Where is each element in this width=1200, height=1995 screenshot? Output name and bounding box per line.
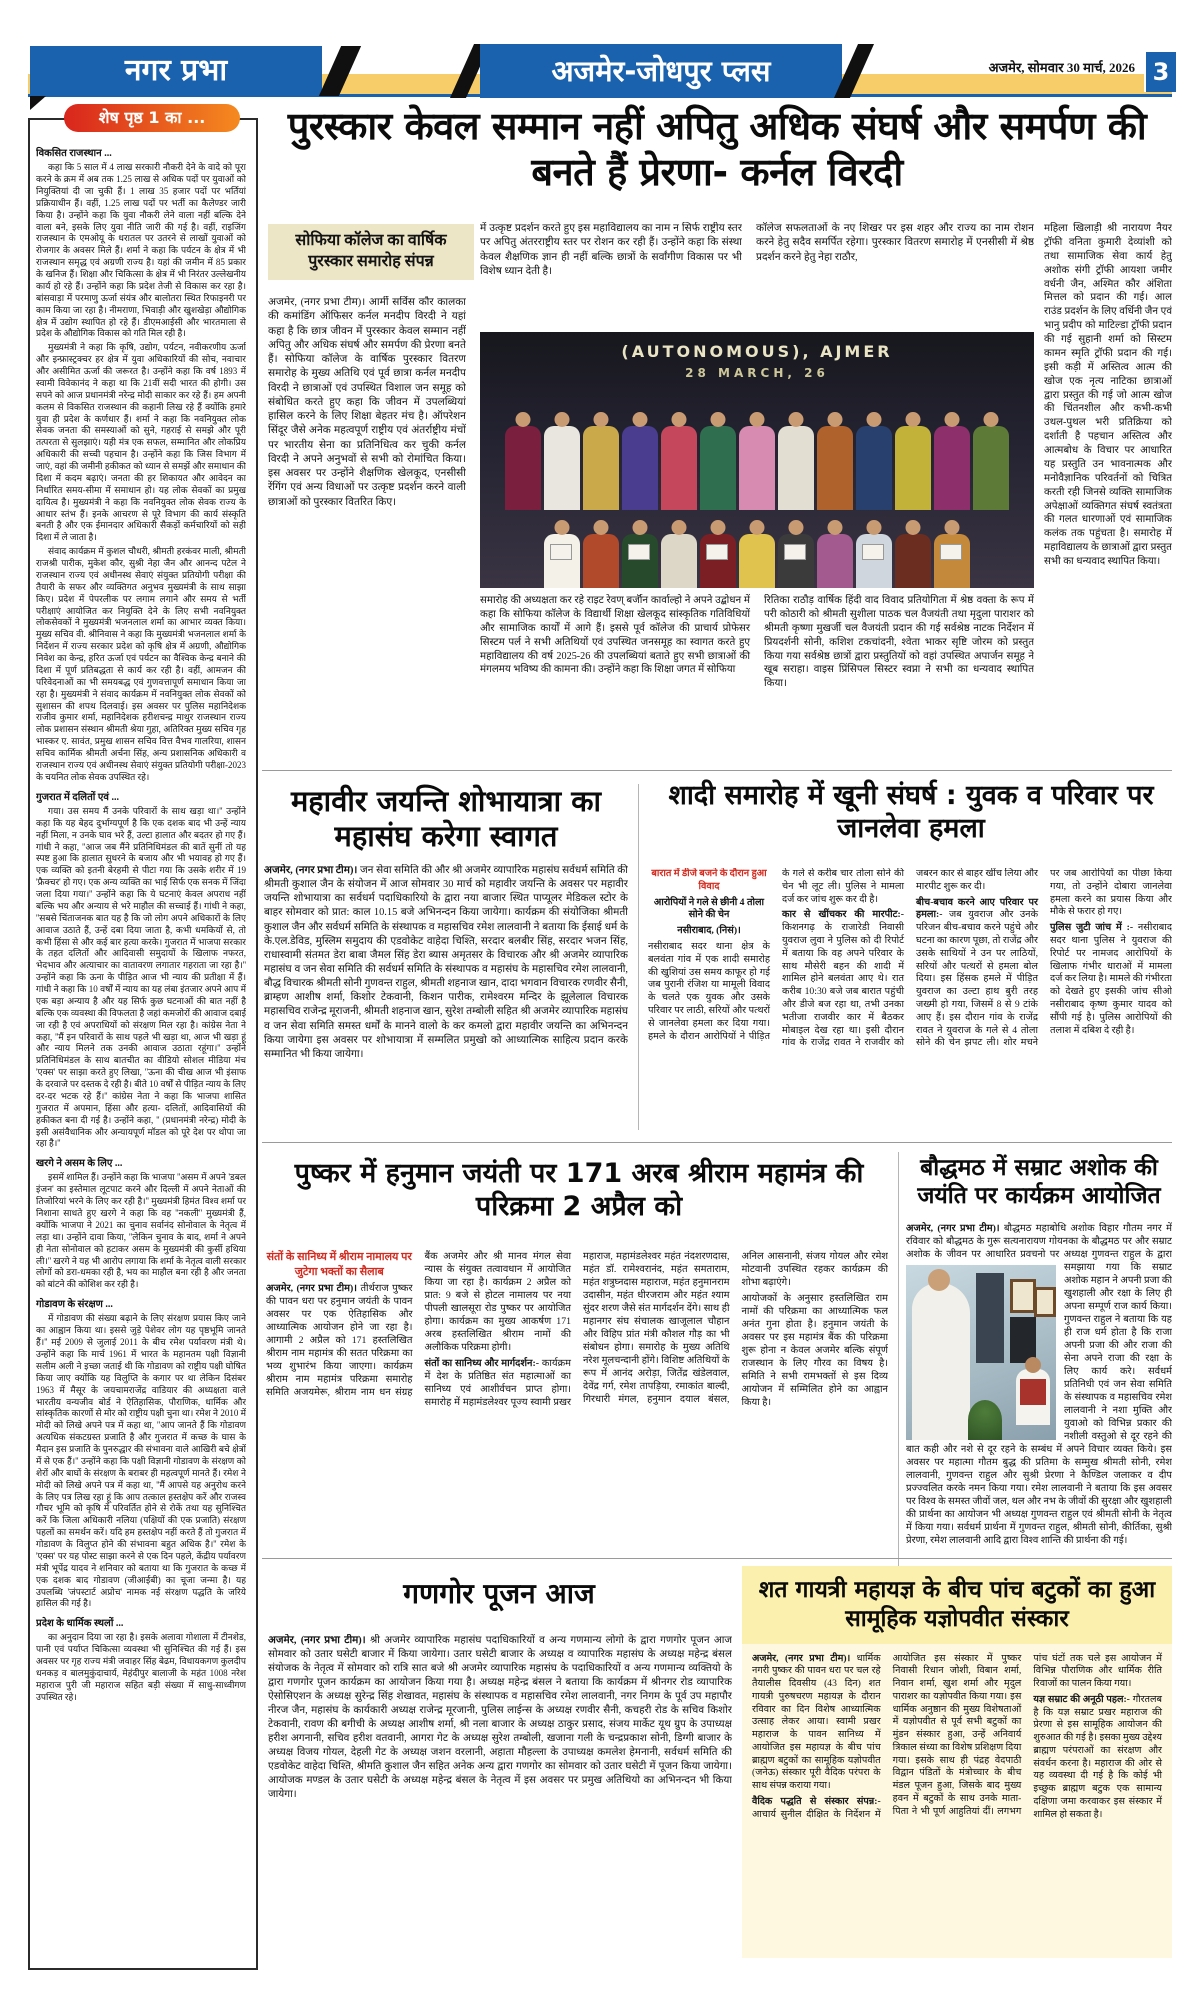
photo-person [622, 426, 658, 510]
continuation-body [36, 140, 246, 1958]
pushkar-headline: पुष्कर में हनुमान जयंती पर 171 अरब श्रीराम महामंत्र की परिक्रमा 2 अप्रैल को [294, 1158, 864, 1222]
photo-person [895, 426, 931, 510]
photo-back-row [480, 426, 1034, 510]
bauddh-dateline: अजमेर, (नगर प्रभा टीम)। [906, 1223, 1000, 1234]
photo-plant [968, 1400, 1002, 1440]
gayatri-headline: शत गायत्री महायज्ञ के बीच पांच बटुकों का हुआ सामूहिक यज्ञोपवीत संस्कार [742, 1566, 1172, 1644]
cont-heading-3: खरगे ने असम के लिए ... [36, 1158, 123, 1170]
pushkar-subhead: संतों का सानिध्य और मार्गदर्शन:- [424, 1358, 539, 1370]
shaadi-red-subhead: बारात में डीजे बजने के दौरान हुआ विवाद [651, 868, 767, 892]
gayatri-article [742, 1566, 1172, 1958]
gayatri-subhead-2: यज्ञ सम्राट की अनूठी पहल:- [1033, 1693, 1130, 1705]
mahavir-headline: महावीर जयन्ति शोभायात्रा का महासंघ करेगा स्वागत [290, 784, 602, 853]
photo-person [739, 426, 775, 510]
paper-name: नगर प्रभा [30, 46, 322, 96]
lead-left-column: अजमेर, (नगर प्रभा टीम)। आर्मी सर्विस कौर कालका की कमांडिंग ऑफिसर कर्नल मनदीप विरदी ने यहां कहा है कि छात्र जीवन में पुरस्कार केवल सम्मान नहीं अपितु और अधिक संघर्ष और समर्पण की प्रेरणा बनते हैं। सोफिया कॉलेज के वार्षिक पुरस्कार वितरण समारोह के मुख्य अतिथि एवं पूर्व छात्रा कर्नल मनदीप विरदी ने छात्राओं एवं उपस्थित विशाल जन समूह को संबोधित करते हुए कहा कि जीवन में उपलब्धियां हासिल करने के लिए शिक्षा बेहतर मंच है। ऑपरेशन सिंदूर जैसे अनेक महत्वपूर्ण राष्ट्रीय एवं अंतर्राष्ट्रीय मंचों पर भारतीय सेना का प्रतिनिधित्व कर चुकी कर्नल विरदी ने अपने अनुभवों से सभी को रोमांचित किया। इस अवसर पर उन्होंने शैक्षणिक खेलकूद, एनसीसी रेंगिंग एवं अन्य विधाओं पर उत्कृष्ट प्रदर्शन करने वाली छात्राओं को पुरस्कार वितरित किए। [268, 297, 466, 508]
photo-front-row [480, 534, 1034, 588]
pushkar-columns [266, 1250, 888, 1550]
edition-title: अजमेर-जोधपुर प्लस [480, 44, 842, 98]
shaadi-para-4: नसीराबाद सदर थाना पुलिस ने युवराज की रिपोर्ट पर नामजद आरोपियों के खिलाफ गंभीर धाराओं में मामला दर्ज कर लिया है। मामले की गंभीरता को देखते हुए इसकी जांच सीओ नसीराबाद कृष्ण कुमार यादव को सौंपी गई है। पुलिस आरोपियों की तलाश में दबिश दे रही है। [1050, 922, 1172, 1036]
photo-person [661, 426, 697, 510]
photo-person [583, 534, 619, 588]
section-rule [262, 1558, 1172, 1559]
shaadi-headline: शादी समारोह में खूनी संघर्ष : युवक व परिवार पर जानलेवा हमला [668, 780, 1154, 844]
photo-person [778, 534, 814, 588]
shaadi-para-3: जब युवराज और उनके परिजन बीच-बचाव करने पहुंचे और घटना का कारण पूछा, तो राजेंद्र और उसके साथियों ने उन पर लाठियों, सरियों और पत्थरों से हमला बोल दिया। इस हिंसक हमले में पीड़ित युवराज का उल्टा हाथ बुरी तरह जख्मी हो गया, जिसमें 8 से 9 टांके आए हैं। इस दौरान गांव के राजेंद्र रावत ने युवराज के गले से 4 तोला सोने की चेन झपट ली। शोर मचने पर जब आरोपियों का पीछा किया गया, तो उन्होंने दोबारा जानलेवा हमला करने का प्रयास किया और मौके से फरार हो गए। [916, 868, 1172, 1049]
photo-person [817, 426, 853, 510]
pushkar-dateline: अजमेर, (नगर प्रभा टीम)। [266, 1283, 357, 1295]
cont-heading-1: विकसित राजस्थान ... [36, 148, 112, 159]
lead-below-photo-columns [480, 594, 1034, 762]
mahavir-body [264, 864, 628, 1130]
lead-kicker: सोफिया कॉलेज का वार्षिक पुरस्कार समारोह संपन्न [268, 224, 474, 280]
photo-person [895, 534, 931, 588]
mahavir-text: जन सेवा समिति की और श्री अजमेर व्यापारिक महासंघ सर्वधर्म समिति की श्रीमती कुशाल जैन के संयोजन में आज सोमवार 30 मार्च को महावीर जयन्ति के अवसर पर महावीर जयन्ति शोभायात्रा का सर्वधर्म पदाधिकारियो के द्वारा नया बाजार स्थित पाप्यूलर मेडिकल स्टोर के बाहर सोमवार को प्रात: काल 10.15 बजे अभिनन्दन किया जायेगा। कार्यक्रम की संयोजिका श्रीमती कुशाल जैन और सर्वधर्म समिति के संस्थापक व महासचिव रमेश लालवानी ने बताया कि ईसाई धर्म के के.एल.डेविड, मुस्लिम समुदाय की एडवोकेट वाहेदा चिश्ति, सरदार बलबीर सिंह, सरदार भजन सिंह, राधास्वामी संतमत डेरा बाबा जैमल सिंह डेरा ब्यास अमृतसर के विचारक और श्री अजमेर व्यापारिक महासंघ व जन सेवा समिति की सर्वधर्म समिति के संस्थापक व महासंघ के महासचिव रमेश लालवानी, बौद्ध विचारक श्रीमती सोनी गुणवन्त राहुल, श्रीमती शहनाज खान, दादा भगवान विचारक रणवीर सैनी, ब्राम्हण आशीष शर्मा, किशोर टेकवानी, किशन पारीक, रामेश्वरम मन्दिर के झूलेलाल विचारक महासचिव राजेन्द्र मूराजनी, श्रीमती शहनाज खान, सुरेश तम्बोली सहित श्री अजमेर व्यापारिक महासंघ व जन सेवा समिति समस्त धर्मों के मानने वालो के कर कमलो द्वारा महावीर जयन्ति का अभिनन्दन किया जायेगा इस अवसर पर शोभायात्रा में सम्मलित प्रमुखो को आध्यात्मिक साहित्य प्रदान करके सम्मानित भी किया जायेगा। [264, 865, 628, 1060]
photo-person [700, 426, 736, 510]
cont-para: इसमें शामिल हैं। उन्होंने कहा कि भाजपा ''असम में अपने 'डबल इंजन' का इस्तेमाल लूटपाट करने और दिल्ली में अपने नेताओं की तिजोरियां भरने के लिए कर रही है।'' मुख्यमंत्री हिमंत विश्व शर्मा पर निशाना साधते हुए खरगे ने कहा कि वह ''नकली'' मुख्यमंत्री हैं, क्योंकि भाजपा ने 2021 का चुनाव सर्वानंद सोनोवाल के नेतृत्व में लड़ा था। उन्होंने दावा किया, ''लेकिन चुनाव के बाद, शर्मा ने अपने ही नेता सोनोवाल को हटाकर असम के मुख्यमंत्री की कुर्सी हथिया ली।'' खरगे ने यह भी आरोप लगाया कि शर्मा के नेतृत्व वाली सरकार लोगों को डरा-धमका रही है, भय का माहौल बना रही है और जनता को बांटने की कोशिश कर रही है। [36, 1172, 246, 1290]
section-rule [262, 770, 1172, 771]
gayatri-para-3: गौरतलब है कि यज्ञ सम्राट प्रखर महाराज की प्रेरणा से इस सामूहिक आयोजन की शुरुआत की गई है। इसका मुख्य उद्देश्य ब्राह्मण परंपराओं का संरक्षण और संवर्धन करना है। महाराज की ओर से यह व्यवस्था दी गई है कि कोई भी इच्छुक ब्राह्मण बटुक एक सामान्य दक्षिणा जमा करवाकर इस संस्कार में शामिल हो सकता है। [1033, 1693, 1162, 1820]
cont-para: का अनुदान दिया जा रहा है। इसके अलावा गोशाला में टीनशेड, पानी एवं पर्याप्त चिकित्सा व्यवस्था भी सुनिश्चित की गई हैं। इस अवसर पर गृह राज्य मंत्री जवाहर सिंह बेढम, विधायकगण कुलदीप धनकड़ व बालमुकुंदाचार्य, मेहंदीपुर बालाजी के महंत 1008 नरेश महाराज पुरी जी महाराज सहित बड़ी संख्या में साधु-साध्वीगण उपस्थित रहे। [36, 1632, 246, 1702]
photo-seated-man [1016, 1369, 1050, 1425]
photo-person [934, 426, 970, 510]
photo-person [934, 534, 970, 588]
mahavir-dateline: अजमेर, (नगर प्रभा टीम)। [264, 865, 358, 876]
gayatri-para-1: धार्मिक नगरी पुष्कर की पावन धरा पर चल रहे तैयालीस दिवसीय (43 दिन) शत गायत्री पुरुषचरण महायज्ञ के दौरान रविवार का दिन विशेष आध्यात्मिक उत्साह लेकर आया। स्वामी प्रखर महाराज के पावन सानिध्य में आयोजित इस महायज्ञ के बीच पांच ब्राह्मण बटुकों का सामूहिक यज्ञोपवीत (जनेऊ) संस्कार पूरी वैदिक परंपरा के साथ संपन्न कराया गया। [752, 1652, 881, 1791]
cont-para: मुख्यमंत्री ने कहा कि कृषि, उद्योग, पर्यटन, नवीकरणीय ऊर्जा और इन्फ्रास्ट्रक्चर हर क्षेत्र में युवा अधिकारियों की सोच, नवाचार और असीमित ऊर्जा की जरूरत है। उन्होंने कहा कि वर्ष 1893 में स्वामी विवेकानंद ने कहा था कि 21वीं सदी भारत की होगी। उस सपने को आज प्रधानमंत्री नरेन्द्र मोदी साकार कर रहे हैं। हम अपनी कलम से विकसित राजस्थान की कहानी लिख रहे हैं क्योंकि हमारे युवा ही प्रदेश के कर्णधार हैं। शर्मा ने कहा कि नवनियुक्त लोक सेवक जनता की समस्याओं को सुने, गहराई से समझे और पूरी तत्परता से सुलझाएं। यही मंत्र एक सफल, सम्मानित और लोकप्रिय अधिकारी की सच्ची पहचान है। उन्होंने कहा कि जिस विभाग में जाएं, वहां की जमीनी हकीकत को ध्यान से समझें और समाधान की दिशा में कदम बढ़ाएं। जनता की हर शिकायत और आवेदन का निर्धारित समय-सीमा में समाधान हो। यह लोक सेवकों का प्रमुख दायित्व है। मुख्यमंत्री ने कहा कि नवनियुक्त लोक सेवक राज्य के आधार स्तंभ हैं। इनके आचरण से पूरे विभाग की कार्य संस्कृति बनती है और एक ईमानदार अधिकारी सैकड़ों कर्मचारियों को सही दिशा में ले जाता है। [36, 342, 246, 543]
lead-mid-column-a: में उत्कृष्ट प्रदर्शन करते हुए इस महाविद्यालय का नाम न सिर्फ राष्ट्रीय स्तर पर अपितु अंतरराष्ट्रीय स्तर पर रोशन कर रही हैं। उन्होंने कहा कि संस्था केवल शैक्षणिक ज्ञान ही नहीं बल्कि छात्रों के सर्वांगीण विकास पर भी विशेष ध्यान देती है। [480, 223, 742, 277]
photo-person [583, 426, 619, 510]
page-number: 3 [1144, 52, 1176, 92]
shaadi-columns [648, 868, 1172, 1130]
bauddh-headline: बौद्धमठ में सम्राट अशोक की जयंति पर कार्यक्रम आयोजित [917, 1155, 1161, 1210]
masthead-corner-triangle [30, 96, 46, 110]
shaadi-para-1: नसीराबाद सदर थाना क्षेत्र के बलवंता गांव में एक शादी समारोह की खुशियां उस समय काफूर हो गई जब पुरानी रंजिश या मामूली विवाद के चलते एक युवक और उसके परिवार पर लाठी, सरियों और पत्थरों से जानलेवा हमला कर दिया गया। हमले के दौरान आरोपियों ने पीड़ित के गले से करीब चार तोला सोने की चेन भी लूट ली। पुलिस ने मामला दर्ज कर जांच शुरू कर दी है। [648, 868, 904, 1042]
gayatri-subhead-1: वैदिक पद्धति से संस्कार संपन्न:- [752, 1795, 881, 1807]
photo-doorway [976, 1273, 1004, 1363]
gangaur-headline: गणगोर पूजन आज [403, 1577, 595, 1610]
bauddh-side-text: के द्वारा समझाया गया कि सम्राट अशोक महान ने अपनी प्रजा की खुशहाली और रक्षा के लिए ही अपना सम्पूर्ण राज कार्य किया। गुणवन्त राहुल ने बताया कि यह ही राज धर्म होता है कि राजा अपनी प्रजा की और राजा की सेना अपने राजा की रक्षा के लिए कार्य करे। सर्वधर्म प्रतिनिधी एवं जन सेवा समिति के संस्थापक व महासचिव रमेश लालवानी ने नशा [1064, 1249, 1172, 1417]
cont-heading-5: प्रदेश के धार्मिक स्थलों ... [36, 1618, 124, 1630]
cont-para: संवाद कार्यक्रम में कुशल चौधरी, श्रीमती हरकंवर माली, श्रीमती राजश्री पारीक, मुकेश कौर, सुश्री नेहा जैन और आनन्द पटेल ने राजस्थान राज्य एवं अधीनस्थ सेवाएं संयुक्त प्रतियोगी परीक्षा की तैयारी के सफर और व्यक्तिगत अनुभव मुख्यमंत्री के साथ साझा किए। प्रदेश में पेपरलीक पर लगाम लगाने और समय से भर्ती परीक्षाएं आयोजित कर नियुक्ति देने के लिए सभी नवनियुक्त लोकसेवकों ने मुख्यमंत्री भजनलाल शर्मा का आभार व्यक्त किया। मुख्य सचिव वी. श्रीनिवास ने कहा कि मुख्यमंत्री भजनलाल शर्मा के निर्देशन में राज्य सरकार प्रदेश को कृषि क्षेत्र में अग्रणी, औद्योगिक निवेश का केन्द्र, हरित ऊर्जा एवं पर्यटन का वैश्विक केन्द्र बनाने की दिशा में पूर्ण प्रतिबद्धता से कार्य कर रही है। वहीं, आमजन की परिवेदनाओं का भी समयबद्ध एवं गुणवत्तापूर्ण समाधान किया जा रहा है। मुख्यमंत्री ने संवाद कार्यक्रम में नवनियुक्त लोक सेवकों को सुशासन की शपथ दिलवाई। इस अवसर पर पुलिस महानिदेशक राजीव कुमार शर्मा, महानिदेशक हरीशचन्द्र माथुर राजस्थान राज्य लोक प्रशासन संस्थान श्रीमती श्रेया गुहा, अतिरिक्त मुख्य सचिव गृह भास्कर ए. सावंत, प्रमुख शासन सचिव वित्त वैभव गालरिया, शासन सचिव कार्मिक श्रीमती अर्चना सिंह, अन्य प्रशासनिक अधिकारी व राजस्थान राज्य एवं अधीनस्थ सेवाएं संयुक्त प्रतियोगी परीक्षा-2023 के चयनित लोक सेवक उपस्थित रहे। [36, 546, 246, 782]
shaadi-bold-subhead: आरोपियों ने गले से छीनी 4 तोला सोने की चेन [653, 896, 765, 921]
photo-banner-subtext: 28 MARCH, 26 [685, 366, 829, 380]
cont-para: में गोडावण की संख्या बढ़ाने के लिए संरक्षण प्रयास किए जाने का आह्वान किया था। इससे जुड़े पेशेवर लोग यह पृष्ठभूमि जानते हैं।'' मई 2009 से जुलाई 2011 के बीच रमेश पर्यावरण मंत्री थे। उन्होंने कहा कि मार्च 1961 में भारत के महानतम पक्षी विज्ञानी सलीम अली ने इच्छा जताई थी कि गोडावण को राष्ट्रीय पक्षी घोषित किया जाए क्योंकि यह विलुप्ति के कगार पर था लेकिन दिसंबर 1963 में मैसूर के जयचामराजेंद्र वाडियार की अध्यक्षता वाले भारतीय वन्यजीव बोर्ड ने ऐतिहासिक, पौराणिक, धार्मिक और सांस्कृतिक कारणों से मोर को राष्ट्रीय पक्षी चुना था। रमेश ने 2010 में मोदी को लिखे अपने पत्र में कहा था, ''आप जानते हैं कि गोडावण अत्यधिक संकटग्रस्त प्रजाति है और गुजरात में कच्छ के घास के मैदान इस प्रजाति के पुनरुद्धार की संभावना वाले आखिरी बचे क्षेत्रों में से एक हैं।'' उन्होंने कहा कि पक्षी विज्ञानी गोडावण के संरक्षण को शेरों और बाघों के संरक्षण के बराबर ही महत्वपूर्ण मानते हैं। रमेश ने मोदी को लिखे अपने पत्र में कहा था, ''मैं आपसे यह अनुरोध करने के लिए पत्र लिख रहा हूं कि आप तत्काल हस्तक्षेप करें और राजस्व गौचर भूमि को कृषि में परिवर्तित होने से रोकें तथा यह सुनिश्चित करें कि जिला अधिकारी नलिया (पक्षियों की एक प्रजाति) संरक्षण पहलों का समर्थन करें। यदि हम हस्तक्षेप नहीं करते हैं तो गुजरात में गोडावण के विलुप्त होने की संभावना बहुत अधिक है।'' रमेश के 'एक्स' पर यह पोस्ट साझा करने से एक दिन पहले, केंद्रीय पर्यावरण मंत्री भूपेंद्र यादव ने शनिवार को बताया था कि गुजरात के कच्छ में एक दशक बाद गोडावण (जीआईबी) का चूजा जन्मा है। यह उपलब्धि 'जंपस्टार्ट अप्रोच' नामक नई संरक्षण पद्धति के जरिये हासिल की गई है। [36, 1313, 246, 1609]
photo-person [778, 426, 814, 510]
gayatri-dateline: अजमेर, (नगर प्रभा टीम)। [752, 1652, 851, 1664]
gangaur-dateline: अजमेर, (नगर प्रभा टीम)। [268, 1635, 366, 1646]
lead-headline: पुरस्कार केवल सम्मान नहीं अपितु अधिक संघर्ष और समर्पण की बनते हैं प्रेरणा- कर्नल विरदी [287, 104, 1147, 194]
lead-mid-column-b: कॉलेज सफलताओं के नए शिखर पर इस शहर और राज्य का नाम रोशन करने हेतु सदैव समर्पित रहेगा। पुरस्कार वितरण समारोह में एनसीसी में श्रेष्ठ प्रदर्शन करने हेतु नेहा राठौर, [756, 223, 1034, 263]
gangaur-body [268, 1634, 732, 1962]
section-rule [262, 1142, 1172, 1143]
photo-person [544, 426, 580, 510]
photo-person [856, 426, 892, 510]
gangaur-text: श्री अजमेर व्यापारिक महासंघ पदाधिकारियों व अन्य गणमान्य लोगो के द्वारा गणगोर पूजन आज सोमवार को उतार घसेटी बाजार में किया जायेगा। उतार घसेटी बाजार के अध्यक्ष व व्यापारिक महासंघ के अध्यक्ष महेन्द्र बंसल संयोजक के नेतृत्व में सोमवार को रात्रि सात बजे श्री अजमेर व्यापारिक महासंघ के पदाधिकारियों व अन्य गणमान्य व्यक्तियो के द्वारा गणगोर पूजन कार्यक्रम का आयोजन किया गया है। अध्यक्ष महेन्द्र बंसल ने बताया कि कार्यक्रम में श्रीनगर रोड व्यापारिक ऐसोसिएशन के अध्यक्ष सुरेन्द्र सिंह शेखावत, महासंघ के संस्थापक व महासचिव रमेश लालवानी, नगर निगम के पूर्व उप महापौर नीरज जैन, महासंघ के कार्यकारी अध्यक्ष राजेन्द्र मूरजानी, पुलिस लाईन्स के अध्यक्ष रणवीर सैनी, कचहरी रोड के सचिव किशोर टेकवानी, रावण की बगीची के अध्यक्ष आशीष शर्मा, श्री नला बाजार के अध्यक्ष ठाकुर प्रसाद, संजय मार्केट यूथ ग्रुप के उपाध्यक्ष हरीश अगनानी, सचिव हरीश वतवानी, आगरा गेट के अध्यक्ष सुरेश तम्बोली, खजाना गली के चन्द्रप्रकाश सोनी, डिग्गी बाजार के अध्यक्ष विजय गोयल, देहली गेट के अध्यक्ष जशन वरलानी, अहाता मौहल्ला के उपाध्यक्ष कमलेश हेमनानी, सर्वधर्म समिति की एडवोकेट वाहेदा चिश्ति, श्रीमति कुशाल जैन सहित अनेक अन्य द्वारा गणगोर का सोमवार को उतार घसेटी में पूजन किया जायेगा। आयोजक मण्डल के उतार घसेटी के अध्यक्ष महेन्द्र बंसल के नेतृत्व में इस अवसर पर प्रमुख अतिथियो का अभिनन्दन भी किया जायेगा। [268, 1635, 732, 1800]
photo-person [739, 534, 775, 588]
lead-below-para-1: समारोह की अध्यक्षता कर रहे राइट रेवण् बर्जॉन कार्वाल्हो ने अपने उद्बोधन में कहा कि सोफिया कॉलेज के विद्यार्थी शिक्षा खेलकूद सांस्कृतिक गतिविधियों और सामाजिक कार्यों में आगे हैं। इससे पूर्व कॉलेज की प्राचार्य प्रोफेसर सिस्टम पर्ल ने सभी अतिथियों एवं उपस्थित जनसमूह का स्वागत करते हुए महाविद्यालय की वर्ष 2025-26 की उपलब्धियां बताते हुए सभी छात्राओं की मंगलमय भविष्य की कामना की। उन्होंने कहा कि शिक्षा जगत में सोफिया [480, 595, 750, 676]
pushkar-para-2: कार्यक्रम में देश के प्रतिष्ठित संत महात्माओं का सानिध्य एवं आशीर्वचन प्राप्त होगा। समारोह में महामंडलेश्वर पूज्य स्वामी प्रखर महाराज, महामंडलेश्वर महंत नंदशरणदास, महंत डॉ. रामेश्वरानंद, महंत समताराम, महंत शत्रुघ्नदास महाराज, महंत हनुमानराम उदासीन, महंत धीरजराम और महंत श्याम सुंदर शरण जैसे संत मार्गदर्शन देंगे। साथ ही महानगर संघ संचालक खाजूलाल चौहान और विहिप प्रांत मंत्री कौशल गौड़ का भी संबोधन होगा। समारोह के मुख्य अतिथि नरेश मूलचन्दानी होंगे। विशिष्ट अतिथियों के रूप में आनंद अरोड़ा, जितेंद्र खंडेलवाल, देवेंद्र गर्ग, रमेश तापड़िया, रमाकांत बाल्दी, गिरधारी मंगल, हनुमान दयाल बंसल, अनिल आसनानी, संजय गोयल और रमेश मोटवानी उपस्थित रहकर कार्यक्रम की शोभा बढ़ाएंगे। [424, 1251, 888, 1409]
lead-below-para-2: रितिका राठौड़ वार्षिक हिंदी वाद विवाद प्रतियोगिता में श्रेष्ठ वक्ता के रूप में परी कोठारी को श्रीमती सुशीला पाठक चल वैजयंती तथा मृदुला पाराशर को श्रीमती कृष्णा मुखर्जी चल वैजयंती प्रदान की गई सर्वश्रेष्ठ नाटक निर्देशन में प्रियदर्शनी सोनी, कशिश टकचांदनी, श्वेता भाकर सृष्टि जोरम को प्रस्तुत किया गया सर्वश्रेष्ठ छात्रों द्वारा प्रस्तुतियों को वहां उपस्थित अपार्जन समूह ने खूब सराहा। वाइस प्रिंसिपल सिस्टर स्वप्ना ने सभी का धन्यवाद स्थापित किया। [764, 595, 1034, 690]
photo-picture-frame [1010, 1279, 1036, 1313]
pushkar-red-subhead: संतों के सानिध्य में श्रीराम नामालय पर जुटेगा भक्तों का सैलाब [266, 1251, 412, 1278]
shaadi-subhead-4: पुलिस जुटी जांच में :- [1050, 922, 1134, 934]
bauddh-event-photo [906, 1265, 1056, 1440]
photo-person [505, 426, 541, 510]
photo-person [856, 534, 892, 588]
shaadi-subhead-2: कार से खींचकर की मारपीट:- [782, 909, 904, 921]
award-ceremony-photo [480, 332, 1034, 588]
shaadi-dateline: नसीराबाद, (निसं)। [677, 925, 741, 937]
photo-person [622, 534, 658, 588]
cont-heading-2: गुजरात में दलितों एवं ... [36, 791, 119, 803]
shaadi-para-2: किशनगढ़ के राजारेडी निवासी युवराज लुवा ने पुलिस को दी रिपोर्ट में बताया कि वह अपने परिवार के साथ मौसेरी बहन की शादी में शामिल होने बलवंता आए थे। रात करीब 10:30 बजे जब बारात पहुंची और डीजे बज रहा था, तभी उनका भतीजा राजवीर कार में बैठकर मोबाइल देख रहा था। इसी दौरान गांव के राजेंद्र रावत ने राजवीर को जबरन कार से बाहर खींच लिया और मारपीट शुरू कर दी। [782, 868, 1038, 1049]
cont-para: गया। उस समय मैं उनके परिवारों के साथ खड़ा था।'' उन्होंने कहा कि यह बेहद दुर्भाग्यपूर्ण है कि एक दशक बाद भी उन्हें न्याय नहीं मिला, न उनके घाव भरे हैं, उल्टा हालात और बदतर हो गए हैं। गांधी ने कहा, ''आज जब मैंने प्रतिनिधिमंडल की बातें सुनीं तो यह स्पष्ट हुआ कि हालात सुधरने के बजाय और भी भयावह हो गए हैं। एक व्यक्ति को इतनी बेरहमी से पीटा गया कि उसके शरीर में 19 'फ्रैक्चर' हो गए। एक अन्य व्यक्ति का भाई सिर्फ एक सनक में जिंदा जला दिया गया।'' उन्होंने कहा कि ये घटनाएं केवल अपराध नहीं बल्कि भय और अन्याय से भरे माहौल की सच्चाई हैं। गांधी ने कहा, ''सबसे चिंताजनक बात यह है कि जो लोग अपने अधिकारों के लिए आवाज उठाते हैं, उन्हें दबा दिया जाता है, कभी धमकियों से, तो कभी हिंसा से और कई बार हत्या करके। गुजरात में भाजपा सरकार के तहत दलितों और आदिवासी समुदायों के खिलाफ नफरत, भेदभाव और अत्याचार का वातावरण लगातार गहराता जा रहा है।'' उन्होंने कहा कि ऊना के पीड़ित आज भी न्याय की प्रतीक्षा में हैं। गांधी ने कहा कि 10 वर्षों में न्याय का यह लंबा इंतजार अपने आप में एक बड़ा अन्याय है और यह सिर्फ कुछ घटनाओं की बात नहीं है बल्कि एक व्यवस्था की विफलता है जहां कमजोरों की आवाज दबाई जा रही है एवं अपराधियों को संरक्षण मिल रहा है। कांग्रेस नेता ने कहा, ''मैं इन परिवारों के साथ पहले भी खड़ा था, आज भी खड़ा हूं और न्याय मिलने तक उनकी आवाज उठाता रहूंगा।'' उन्होंने प्रतिनिधिमंडल के साथ बातचीत का वीडियो सोशल मीडिया मंच 'एक्स' पर साझा करते हुए लिखा, ''ऊना की चीख आज भी इंसाफ के दरवाजे पर दस्तक दे रही है। बीते 10 वर्षों से पीड़ित न्याय के लिए दर-दर भटक रहे हैं।'' कांग्रेस नेता ने कहा कि भाजपा शासित गुजरात में अपमान, हिंसा और हत्या- दलितों, आदिवासियों की हकीकत बना दी गई है। उन्होंने कहा, '' (प्रधानमंत्री नरेन्द्र) मोदी के इसी असंवैधानिक और अन्यायपूर्ण मॉडल को पूरे देश पर थोपा जा रहा है।'' [36, 805, 246, 1149]
lead-right-column: महिला खिलाड़ी श्री नारायण नैयर ट्रॉफी वनिता कुमारी देव्यांशी को तथा सामाजिक सेवा कार्य हेतु अशोक संगी ट्रॉफी आयशा जमीर वर्धनी जैन, अश्मित कौर अंशिता मित्तल को प्रदान की गई। आल राउंड प्रदर्शन के लिए वर्धिनी जैन एवं भानु प्रदीप को माटिल्डा ट्रॉफी प्रदान की गई सुहानी शर्मा को सिस्टम कामन स्मृति ट्रॉफी प्रदान की गई। इसी कड़ी में अस्तित्व आत्म की खोज एक नृत्य नाटिका छात्राओं द्वारा प्रस्तुत की गई जो आत्म खोज की चिंतनशील और कभी-कभी उथल-पुथल भरी प्रतिक्रिया को दर्शाती है पहचान अस्तित्व और आत्मबोध के विचार पर आधारित यह प्रस्तुति उन भावनात्मक और मनोवैज्ञानिक परिवर्तनों को चित्रित करती रही जिनसे व्यक्ति सामाजिक अपेक्षाओं व्यक्तिगत संघर्ष स्वतंत्रता की गलत धारणाओं एवं सामाजिक कलंक तक पहुंचता है। समारोह में महाविद्यालय के छात्राओं द्वारा प्रस्तुत सभी का धन्यवाद स्थापित किया। [1044, 223, 1172, 567]
continuation-tab: शेष पृष्ठ 1 का ... [64, 104, 240, 132]
photo-person [700, 534, 736, 588]
shaadi-subhead-3: बीच-बचाव करने आए परिवार पर हमला:- [916, 896, 1038, 921]
pushkar-para-1: तीर्थराज पुष्कर की पावन धरा पर हनुमान जयंती के पावन अवसर पर एक ऐतिहासिक और आध्यात्मिक आयोजन होने जा रहा है। आगामी 2 अप्रैल को 171 हस्तलिखित श्रीराम नाम महामंत्र की सतत परिक्रमा का भव्य शुभारंभ किया जाएगा। कार्यक्रम श्रीराम नाम महामंत्र परिक्रमा समारोह समिति अजयमेरू, श्रीराम नाम धन संग्रह बैंक अजमेर और श्री मानव मंगल सेवा न्यास के संयुक्त तत्वावधान में आयोजित किया जा रहा है। कार्यक्रम 2 अप्रैल को प्रात: 9 बजे से होटल नामालय पर नया पीपली खालसूरा रोड पुष्कर पर आयोजित होगा। कार्यक्रम का मुख्य आकर्षण 171 अरब हस्तलिखित श्रीराम नामों की अलौकिक परिक्रमा होगी। [266, 1251, 571, 1399]
pushkar-para-3: आयोजकों के अनुसार हस्तलिखित राम नामों की परिक्रमा का आध्यात्मिक फल अनंत गुना होता है। हनुमान जयंती के अवसर पर इस महामंत्र बैंक की परिक्रमा शुरू होना न केवल अजमेर बल्कि संपूर्ण राजस्थान के लिए गौरव का विषय है। समिति ने सभी रामभक्तों से इस दिव्य आयोजन में सम्मिलित होने का आह्वान किया है। [741, 1293, 888, 1409]
cont-heading-4: गोडावण के संरक्षण ... [36, 1299, 113, 1311]
photo-person [817, 534, 853, 588]
column-rule [638, 784, 639, 1130]
photo-speaker-man [912, 1283, 970, 1440]
photo-person [661, 534, 697, 588]
gayatri-columns [742, 1644, 1172, 1914]
photo-person [544, 534, 580, 588]
photo-picture-frame [1034, 1287, 1056, 1317]
photo-banner-text: (AUTONOMOUS), AJMER [621, 342, 893, 361]
cont-para: कहा कि 5 साल में 4 लाख सरकारी नौकरी देने के वादे को पूरा करने के क्रम में अब तक 1.25 लाख से अधिक पदों पर युवाओं को नियुक्तियां दी जा चुकी हैं। 1 लाख 35 हजार पदों पर भर्तियां प्रक्रियाधीन हैं। वहीं, 1.25 लाख पदों पर भर्ती का कैलेण्डर जारी किया है। उन्होंने कहा कि युवा नौकरी लेने वाला नहीं बल्कि देने वाला बने, इसके लिए युवा नीति जारी की गई है। वहीं, राइजिंग राजस्थान के एमओयू के धरातल पर उतरने से लाखों युवाओं को रोजगार के अवसर मिले हैं। शर्मा ने कहा कि पर्यटन के क्षेत्र में भी राजस्थान समृद्ध एवं अग्रणी राज्य है। यहां की जमीन में 85 प्रकार के खनिज हैं। शिक्षा और चिकित्सा के क्षेत्र में भी निरंतर उल्लेखनीय कार्य हो रहे हैं। उन्होंने कहा कि प्रदेश तेजी से विकास कर रहा है। बांसवाड़ा में परमाणु ऊर्जा संयंत्र और बालोतरा स्थित रिफाइनरी पर काम किया जा रहा है। नीमराणा, भिवाड़ी और खुशखेड़ा औद्योगिक क्षेत्र में उद्योग स्थापित हो रहे हैं। डीएमआईसी और भारतमाला से प्रदेश के औद्योगिक विकास को गति मिल रही है। [36, 162, 246, 339]
gayatri-para-2: आचार्य सुनील दीक्षित के निर्देशन में आयोजित इस संस्कार में पुष्कर निवासी रिधान जोशी, विबान शर्मा, निवान शर्मा, खुश शर्मा और मृदुल पाराशर का यज्ञोपवीत किया गया। इस धार्मिक अनुष्ठान की मुख्य विशेषताओं में यज्ञोपवीत से पूर्व सभी बटुकों का मुंडन संस्कार हुआ, उन्हें अनिवार्य त्रिकाल संध्या का विशेष प्रशिक्षण दिया गया। इसके साथ ही पंद्रह वेदपाठी विद्वान पंडितों के मंत्रोच्चार के बीच मंडल पूजन हुआ, जिसके बाद मुख्य हवन में बटुकों के साथ उनके माता-पिता ने भी पूर्ण आहुतियां दीं। लगभग पांच घंटों तक चले इस आयोजन में विभिन्न पौराणिक और धार्मिक रीति रिवाजों का पालन किया गया। [752, 1652, 1162, 1820]
date-line: अजमेर, सोमवार 30 मार्च, 2026 [988, 60, 1135, 75]
bauddh-lead: बौद्धमठ महाबोधि अशोक विहार गौतम नगर में रविवार को बौद्धमठ के गुरू सत्यनारायण गोयनका के बौद्धमठ पर और सम्राट अशोक के जीवन पर आधारित प्रवचनो पर अध्यक्ष गुणवन्त राहुल [906, 1223, 1172, 1261]
bauddh-rest-text: मुक्ति और युवाओ को विभिन्न प्रकार की नशीली वस्तुओ से दूर रहने की बात कही और नशे से दूर रहने के सम्बंध में अपने विचार व्यक्त किये। इस अवसर पर महात्मा गौतम बुद्ध की प्रतिमा के सम्मुख श्रीमती सोनी, रमेश लालवानी, गुणवन्त राहुल और सुश्री प्रेरणा ने कैण्डिल जलाकर व दीप प्रज्ज्वलित करके नमन किया गया। रमेश लालवानी ने बताया कि इस अवसर पर विश्व के समस्त जीवों जल, थल और नभ के जीवों की सुरक्षा और खुशहाली की प्रार्थना का आयोजन भी अध्यक्ष गुणवन्त राहुल एवं श्रीमती सोनी के नेतृत्व में किया गया। सर्वधर्म प्रार्थना में गुणवन्त राहुल, श्रीमती सोनी, कीर्तिका, सुश्री प्रेरणा, रमेश लालवानी आदि द्वारा विश्व शान्ति की प्रार्थना की गई। [906, 1405, 1172, 1547]
photo-person [973, 426, 1009, 510]
